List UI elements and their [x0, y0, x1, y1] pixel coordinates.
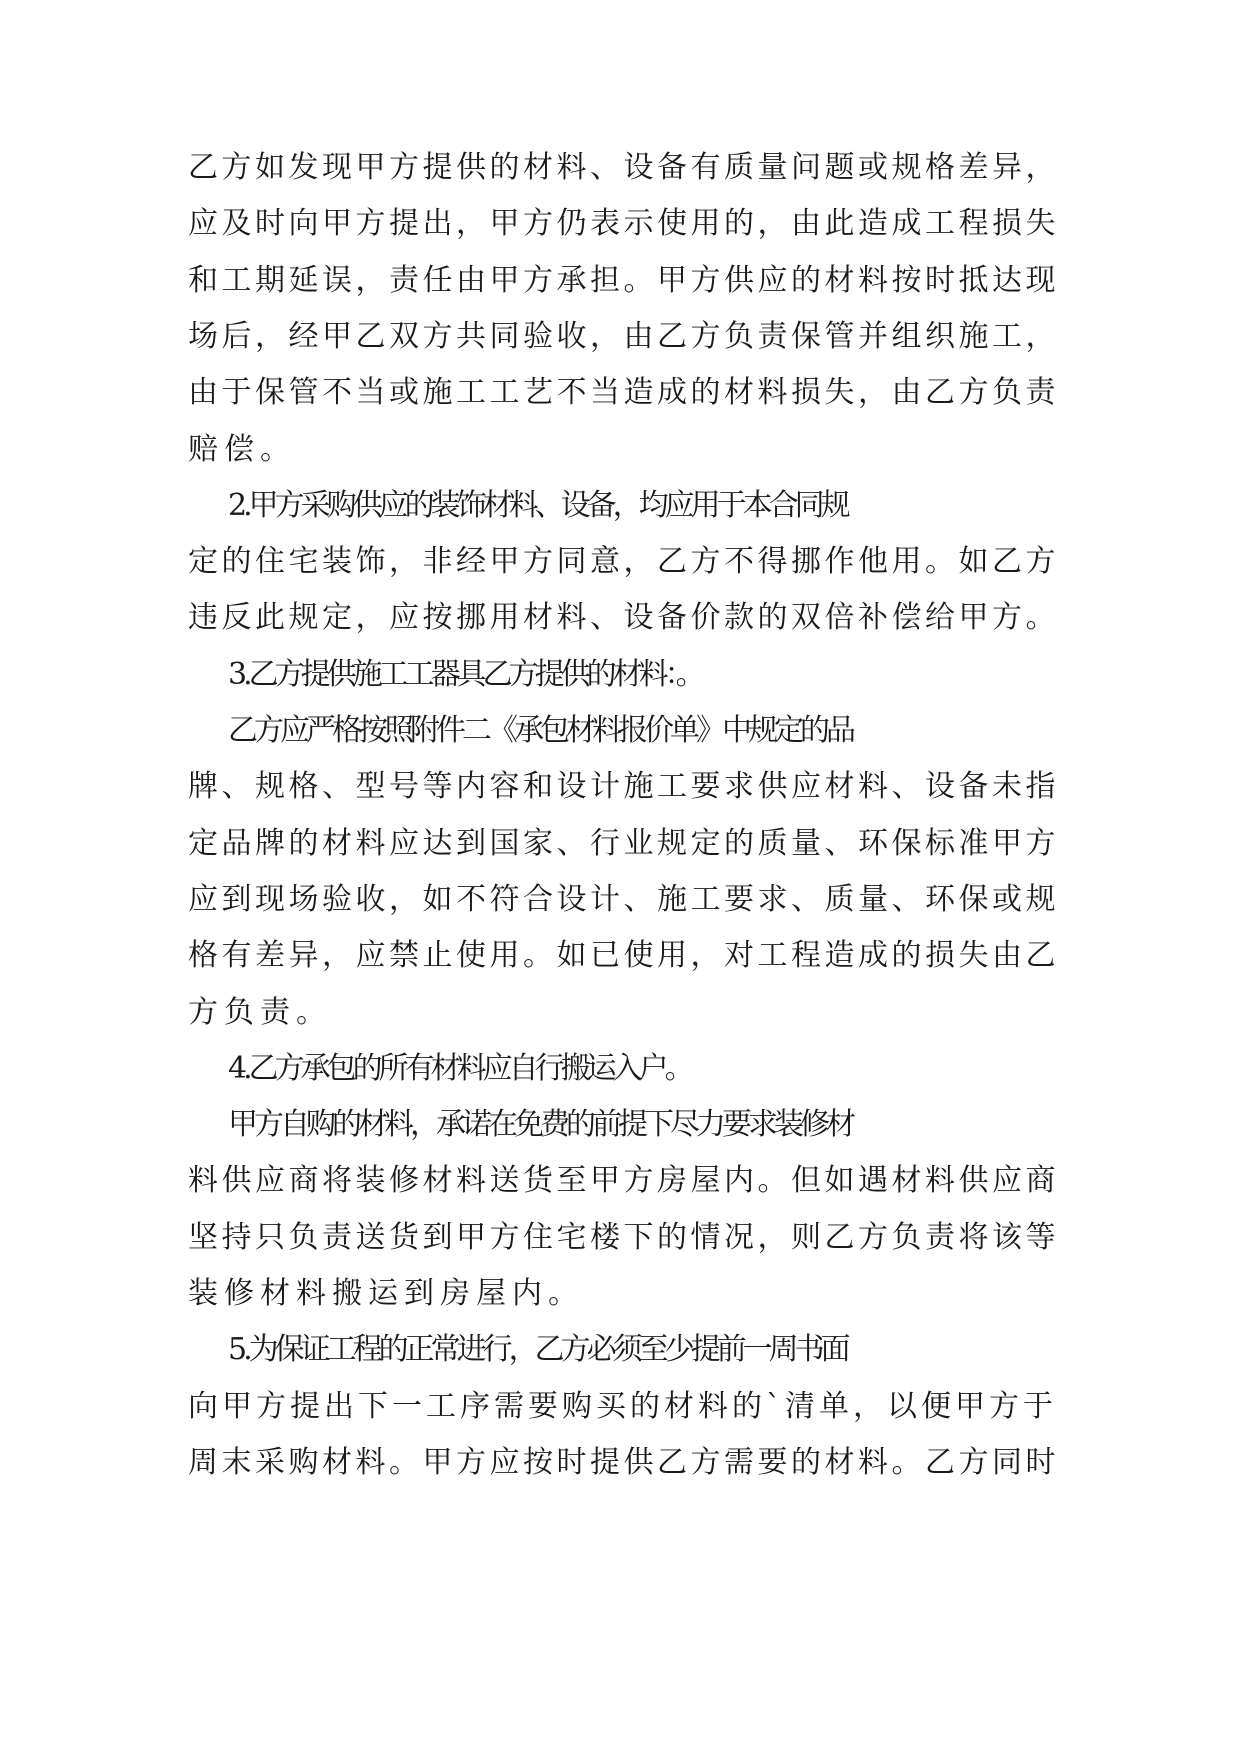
text-line: 5.为保证工程的正常进行，乙方必须至少提前一周书面	[228, 1332, 847, 1368]
text-line: 违反此规定，应按挪用材料、设备价款的双倍补偿给甲方。	[188, 600, 1059, 636]
text-line: 装修材料搬运到房屋内。	[188, 1276, 584, 1311]
text-line: 牌、规格、型号等内容和设计施工要求供应材料、设备未指	[188, 769, 1059, 805]
text-line: 赔偿。	[188, 431, 296, 467]
text-line: 坚持只负责送货到甲方住宅楼下的情况，则乙方负责将该等	[188, 1219, 1059, 1255]
text-line: 格有差异，应禁止使用。如已使用，对工程造成的损失由乙	[188, 938, 1059, 974]
text-line: 4.乙方承包的所有材料应自行搬运入户。	[228, 1050, 691, 1086]
text-line: 和工期延误，责任由甲方承担。甲方供应的材料按时抵达现	[188, 262, 1059, 298]
text-line: 乙方应严格按照附件二《承包材料报价单》中规定的品	[228, 713, 852, 748]
text-line: 周末采购材料。甲方应按时提供乙方需要的材料。乙方同时	[188, 1444, 1059, 1480]
text-line: 定的住宅装饰，非经甲方同意，乙方不得挪作他用。如乙方	[188, 544, 1059, 580]
text-line: 方负责。	[188, 994, 332, 1030]
text-line: 由于保管不当或施工工艺不当造成的材料损失，由乙方负责	[188, 375, 1059, 411]
text-line: 料供应商将装修材料送货至甲方房屋内。但如遇材料供应商	[188, 1163, 1059, 1199]
text-line: 3.乙方提供施工工器具乙方提供的材料：。	[228, 656, 702, 692]
text-line: 应及时向甲方提出，甲方仍表示使用的，由此造成工程损失	[188, 206, 1059, 242]
text-line: 场后，经甲乙双方共同验收，由乙方负责保管并组织施工，	[188, 318, 1059, 354]
text-line: 应到现场验收，如不符合设计、施工要求、质量、环保或规	[188, 881, 1059, 917]
text-line: 2.甲方采购供应的装饰材料、设备，均应用于本合同规	[228, 487, 847, 523]
text-line: 乙方如发现甲方提供的材料、设备有质量问题或规格差异，	[188, 150, 1059, 185]
text-line: 甲方自购的材料，承诺在免费的前提下尽力要求装修材	[228, 1107, 852, 1143]
text-line: 定品牌的材料应达到国家、行业规定的质量、环保标准甲方	[188, 825, 1059, 861]
text-line: 向甲方提出下一工序需要购买的材料的`清单，以便甲方于	[188, 1388, 1057, 1424]
